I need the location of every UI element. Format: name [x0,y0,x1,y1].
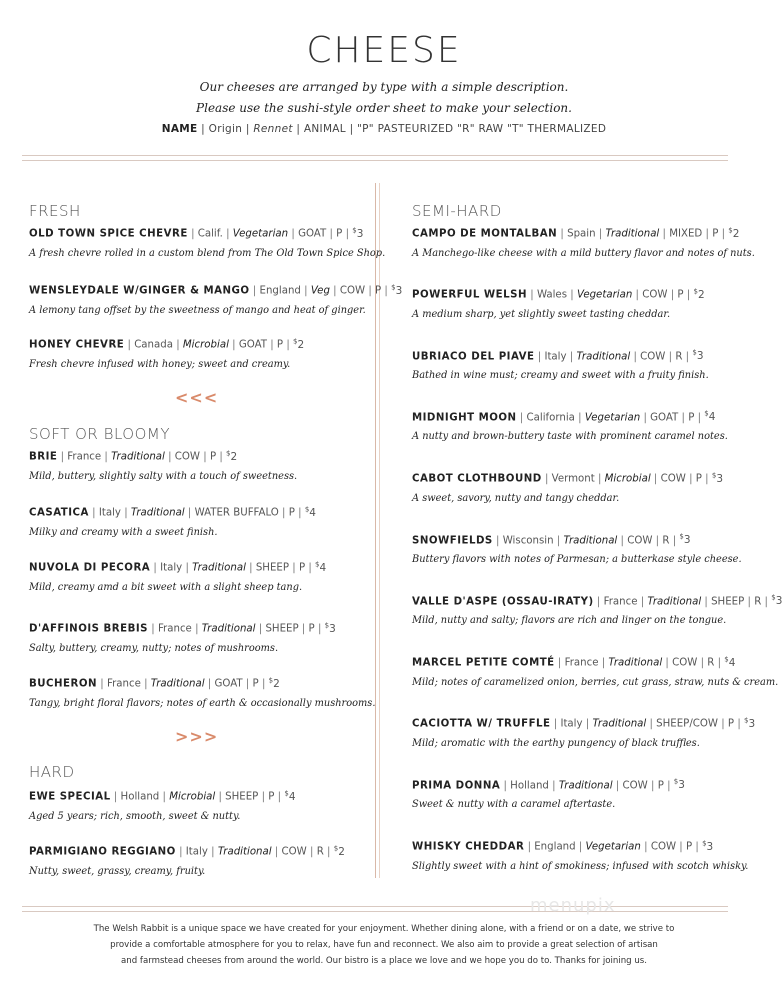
price-value: 2 [732,227,740,240]
price-value: 2 [338,845,345,858]
cheese-name: WENSLEYDALE W/GINGER & MANGO [29,285,250,297]
cheese-rennet: Microbial [169,791,216,803]
intro-line-1: Our cheeses are arranged by type with a simple description. [199,80,569,94]
cheese-item [29,789,379,822]
legend-rest: ANIMAL | "P" PASTEURIZED "R" RAW "T" THERMALIZED [303,123,607,135]
cheese-price: $2 [293,337,305,351]
section-semi-hard: SEMI-HARD [412,202,502,220]
cheese-origin: France [157,623,192,635]
cheese-rennet: Vegetarian [576,289,633,301]
cheese-item [412,839,762,872]
arrows-left: <<< [175,388,219,407]
cheese-animal: SHEEP [265,623,299,635]
cheese-item [29,283,403,316]
cheese-info: BRIE | France | Traditional | COW | P | $2 [29,449,238,463]
cheese-info: EWE SPECIAL | Holland | Microbial | SHEEP | P | $4 [29,789,296,803]
cheese-info: UBRIACO DEL PIAVE | Italy | Traditional | COW | R | $3 [412,348,704,363]
cheese-description: A sweet, savory, nutty and tangy cheddar. [412,492,620,504]
cheese-info: CASATICA | Italy | Traditional | WATER BUFFALO | P | $4 [29,505,316,519]
cheese-info: PRIMA DONNA | Holland | Traditional | COW | P | $3 [412,777,685,792]
cheese-info: HONEY CHEVRE | Canada | Microbial | GOAT | P | $2 [29,337,305,351]
price-value: 3 [395,284,403,297]
cheese-item [29,226,386,259]
cheese-milk: R [707,657,715,669]
footer-line-1: The Welsh Rabbit is a unique space we have created for your enjoyment. Whether dining alone, with a friend or on a date, we strive to [93,924,675,934]
cheese-milk: R [754,596,762,608]
price-value: 4 [708,411,716,424]
cheese-name: HONEY CHEVRE [29,339,125,351]
cheese-price: $4 [724,655,736,669]
cheese-rennet: Traditional [130,507,185,519]
cheese-name: SNOWFIELDS [412,535,493,546]
cheese-rennet: Veg [310,285,330,297]
cheese-item [29,560,379,593]
cheese-animal: SHEEP/COW [656,718,718,730]
cheese-rennet: Traditional [647,596,702,608]
legend-origin: Origin [208,123,243,135]
cheese-info: WENSLEYDALE W/GINGER & MANGO | England | Veg | COW | P | $3 [29,283,403,297]
cheese-animal: COW [281,846,307,858]
cheese-origin: England [259,285,301,297]
cheese-origin: France [564,657,599,669]
cheese-milk: P [727,718,735,730]
cheese-item [29,449,379,482]
cheese-price: $2 [693,287,705,301]
cheese-price: $3 [679,532,691,546]
cheese-name: NUVOLA DI PECORA [29,562,151,574]
cheese-description: Mild, nutty and salty; flavors are rich and linger on the tongue. [412,615,727,627]
cheese-origin: France [106,678,141,690]
cheese-description: A medium sharp, yet slightly sweet tasting cheddar. [412,308,671,320]
cheese-description: Slightly sweet with a hint of smokiness; infused with scotch whisky. [412,860,749,872]
legend: NAME | Origin | Rennet | ANIMAL | "P" PASTEURIZED "R" RAW "T" THERMALIZED [161,123,607,135]
cheese-animal: COW [339,285,366,297]
cheese-item [412,778,762,811]
cheese-name: PRIMA DONNA [412,780,501,792]
price-value: 3 [683,534,691,546]
cheese-price: $3 [711,471,723,485]
cheese-item [412,716,762,749]
cheese-origin: Canada [134,339,173,351]
cheese-milk: P [276,339,284,351]
cheese-animal: GOAT [650,412,679,424]
cheese-animal: WATER BUFFALO [194,507,279,519]
cheese-rennet: Microbial [182,339,229,351]
cheese-name: EWE SPECIAL [29,791,111,803]
cheese-animal: GOAT [298,228,327,240]
cheese-rennet: Traditional [192,562,246,574]
cheese-item [29,505,379,538]
cheese-milk: P [375,285,382,297]
cheese-animal: COW [660,473,686,485]
cheese-milk: P [268,791,275,803]
footer [0,921,768,969]
cheese-item [29,676,379,709]
cheese-origin: Italy [185,846,208,858]
price-value: 2 [297,338,305,351]
watermark: menupix [530,895,616,916]
cheese-name: MIDNIGHT MOON [412,412,517,424]
cheese-rennet: Traditional [576,351,631,363]
cheese-origin: California [526,412,575,424]
cheese-info: WHISKY CHEDDAR | England | Vegetarian | COW | P | $3 [412,839,714,853]
cheese-milk: P [336,228,343,240]
cheese-info: MIDNIGHT MOON | California | Vegetarian | GOAT | P | $4 [412,409,716,424]
cheese-price: $4 [304,505,316,519]
cheese-animal: SHEEP [225,791,259,803]
cheese-milk: P [677,289,684,301]
cheese-price: $3 [352,226,364,240]
cheese-item [29,621,379,654]
cheese-price: $3 [702,839,714,853]
cheese-info: PARMIGIANO REGGIANO | Italy | Traditional | COW | R | $2 [29,844,345,858]
cheese-name: CACIOTTA W/ TRUFFLE [412,718,551,730]
arrows-right: >>> [175,727,219,746]
cheese-info: BUCHERON | France | Traditional | GOAT | P | $2 [29,676,280,690]
cheese-origin: Spain [567,228,596,240]
price-value: 2 [273,677,280,690]
cheese-price: $3 [324,621,336,635]
price-value: 2 [230,450,238,463]
cheese-description: Milky and creamy with a sweet finish. [29,526,218,538]
cheese-price: $2 [728,226,740,240]
cheese-description: Mild, buttery, slightly salty with a touch of sweetness. [29,470,298,482]
legend-rennet: Rennet [253,123,293,135]
cheese-animal: COW [672,657,698,669]
cheese-origin: Holland [510,780,549,792]
cheese-origin: Vermont [551,473,595,485]
price-value: 3 [329,622,336,635]
cheese-origin: Holland [120,791,160,803]
cheese-rennet: Traditional [201,623,256,635]
cheese-description: Sweet & nutty with a caramel aftertaste. [412,799,616,811]
cheese-rennet: Vegetarian [585,841,641,853]
cheese-item [412,655,779,688]
cheese-name: BUCHERON [29,678,98,690]
cheese-origin: Italy [560,718,583,730]
cheese-description: Nutty, sweet, grassy, creamy, fruity. [29,865,206,877]
cheese-item [29,337,379,370]
cheese-item [29,844,379,877]
cheese-rennet: Traditional [150,678,205,690]
bottom-rule [22,906,728,907]
cheese-name: UBRIACO DEL PIAVE [412,351,535,363]
bottom-rule-2 [22,911,728,912]
cheese-animal: GOAT [238,339,267,351]
cheese-rennet: Traditional [608,657,663,669]
cheese-price: $4 [284,789,296,803]
cheese-info: POWERFUL WELSH | Wales | Vegetarian | COW | P | $2 [412,287,705,301]
cheese-name: PARMIGIANO REGGIANO [29,846,176,858]
cheese-description: Fresh chevre infused with honey; sweet and creamy. [29,358,291,370]
cheese-animal: COW [640,351,666,363]
cheese-origin: Italy [544,351,567,363]
price-value: 3 [706,840,714,853]
footer-line-2: provide a comfortable atmosphere for you to relax, have fun and reconnect. We also aim to provide a great selection of artisan [110,940,658,950]
cheese-item [412,226,762,259]
cheese-milk: R [662,535,670,546]
cheese-info: D'AFFINOIS BREBIS | France | Traditional | SHEEP | P | $3 [29,621,336,635]
cheese-milk: P [209,451,217,463]
cheese-name: WHISKY CHEDDAR [412,841,525,853]
cheese-origin: Wisconsin [502,535,554,546]
cheese-animal: COW [627,535,653,546]
cheese-rennet: Vegetarian [584,412,641,424]
cheese-price: $3 [692,348,704,363]
cheese-rennet: Traditional [217,846,272,858]
cheese-milk: P [308,623,315,635]
cheese-description: Bathed in wine must; creamy and sweet with a fruity finish. [412,370,709,382]
cheese-origin: Wales [536,289,568,301]
cheese-info: OLD TOWN SPICE CHEVRE | Calif. | Vegetarian | GOAT | P | $3 [29,226,364,240]
cheese-description: A fresh chevre rolled in a custom blend from The Old Town Spice Shop. [29,247,386,259]
cheese-animal: COW [174,451,201,463]
cheese-item [412,593,782,627]
cheese-origin: Italy [160,562,183,574]
section-fresh: FRESH [29,202,81,220]
cheese-name: OLD TOWN SPICE CHEVRE [29,228,188,240]
cheese-milk: P [688,412,695,424]
cheese-animal: COW [642,289,668,301]
cheese-price: $4 [315,560,327,574]
footer-line-3: and farmstead cheeses from around the world. Our bistro is a place we love and we hope you do to. Thanks for joining us. [121,956,647,966]
cheese-item [412,533,762,566]
cheese-name: CABOT CLOTHBOUND [412,473,542,485]
price-value: 2 [697,288,705,301]
cheese-animal: SHEEP [711,596,745,608]
cheese-name: VALLE D'ASPE (OSSAU-IRATY) [412,596,594,608]
cheese-origin: Italy [98,507,121,519]
cheese-animal: MIXED [669,228,703,240]
cheese-description: Buttery flavors with notes of Parmesan; a butterkase style cheese. [412,554,742,565]
cheese-price: $2 [268,676,280,690]
cheese-item [412,349,762,382]
price-value: 3 [716,472,723,485]
price-value: 4 [319,561,327,574]
page-title: CHEESE [306,30,462,71]
price-value: 3 [696,350,704,363]
price-value: 3 [775,595,782,608]
cheese-price: $4 [704,409,716,424]
cheese-price: $3 [744,716,756,730]
cheese-rennet: Vegetarian [232,228,289,240]
price-value: 4 [288,790,296,803]
cheese-name: MARCEL PETITE COMTÉ [412,657,555,669]
cheese-rennet: Microbial [604,473,651,485]
cheese-info: CAMPO DE MONTALBAN | Spain | Traditional | MIXED | P | $2 [412,226,740,240]
cheese-name: CAMPO DE MONTALBAN [412,228,558,240]
cheese-milk: R [316,846,324,858]
cheese-description: A Manchego-like cheese with a mild buttery flavor and notes of nuts. [412,247,755,259]
intro-line-2: Please use the sushi-style order sheet to make your selection. [196,101,572,115]
top-rule [22,155,728,156]
cheese-item [412,287,762,320]
cheese-price: $2 [226,449,238,463]
cheese-rennet: Traditional [563,535,618,546]
cheese-animal: GOAT [214,678,243,690]
cheese-price: $3 [391,283,403,297]
cheese-origin: France [67,451,102,463]
price-value: 4 [309,506,316,519]
cheese-animal: COW [650,841,677,853]
cheese-description: A lemony tang offset by the sweetness of mango and heat of ginger. [29,304,366,316]
cheese-info: CACIOTTA W/ TRUFFLE | Italy | Traditional | SHEEP/COW | P | $3 [412,716,756,730]
section-hard: HARD [29,763,75,781]
cheese-rennet: Traditional [111,451,165,463]
cheese-description: Mild; aromatic with the earthy pungency of black truffles. [412,737,700,749]
cheese-info: CABOT CLOTHBOUND | Vermont | Microbial | COW | P | $3 [412,471,723,485]
cheese-milk: P [252,678,259,690]
cheese-name: CASATICA [29,507,89,519]
price-value: 3 [678,779,685,792]
price-value: 3 [356,227,364,240]
cheese-milk: P [657,780,664,792]
cheese-info: NUVOLA DI PECORA | Italy | Traditional | SHEEP | P | $4 [29,560,327,574]
cheese-info: VALLE D'ASPE (OSSAU-IRATY) | France | Traditional | SHEEP | R | $3 [412,593,782,608]
cheese-price: $3 [673,777,685,792]
cheese-description: A nutty and brown-buttery taste with prominent caramel notes. [412,431,728,443]
cheese-name: POWERFUL WELSH [412,289,527,301]
cheese-animal: SHEEP [255,562,289,574]
cheese-info: MARCEL PETITE COMTÉ | France | Traditional | COW | R | $4 [412,655,736,669]
cheese-origin: Calif. [197,228,223,240]
cheese-rennet: Traditional [592,718,647,730]
cheese-item [412,410,762,443]
cheese-milk: R [675,351,683,363]
cheese-item [412,471,762,504]
cheese-description: Mild, creamy amd a bit sweet with a slight sheep tang. [29,581,303,593]
cheese-milk: P [298,562,306,574]
section-soft: SOFT OR BLOOMY [29,425,170,443]
cheese-milk: P [712,228,719,240]
cheese-description: Salty, buttery, creamy, nutty; notes of mushrooms. [29,642,279,654]
top-rule-2 [22,160,728,161]
cheese-animal: COW [622,780,648,792]
cheese-rennet: Traditional [605,228,660,240]
cheese-price: $3 [771,593,782,608]
cheese-name: BRIE [29,451,58,463]
cheese-description: Tangy, bright floral flavors; notes of earth & occasionally mushrooms. [29,697,376,709]
cheese-rennet: Traditional [558,780,613,792]
cheese-milk: P [288,507,295,519]
cheese-description: Aged 5 years; rich, smooth, sweet & nutty. [29,810,241,822]
cheese-milk: P [685,841,693,853]
legend-name: NAME [161,123,198,135]
cheese-name: D'AFFINOIS BREBIS [29,623,148,635]
cheese-info: SNOWFIELDS | Wisconsin | Traditional | COW | R | $3 [412,532,691,546]
cheese-description: Mild; notes of caramelized onion, berries, cut grass, straw, nuts & cream. [412,676,779,688]
cheese-origin: England [534,841,576,853]
price-value: 4 [728,656,736,669]
cheese-milk: P [695,473,702,485]
price-value: 3 [748,717,756,730]
cheese-price: $2 [333,844,345,858]
cheese-origin: France [603,596,638,608]
